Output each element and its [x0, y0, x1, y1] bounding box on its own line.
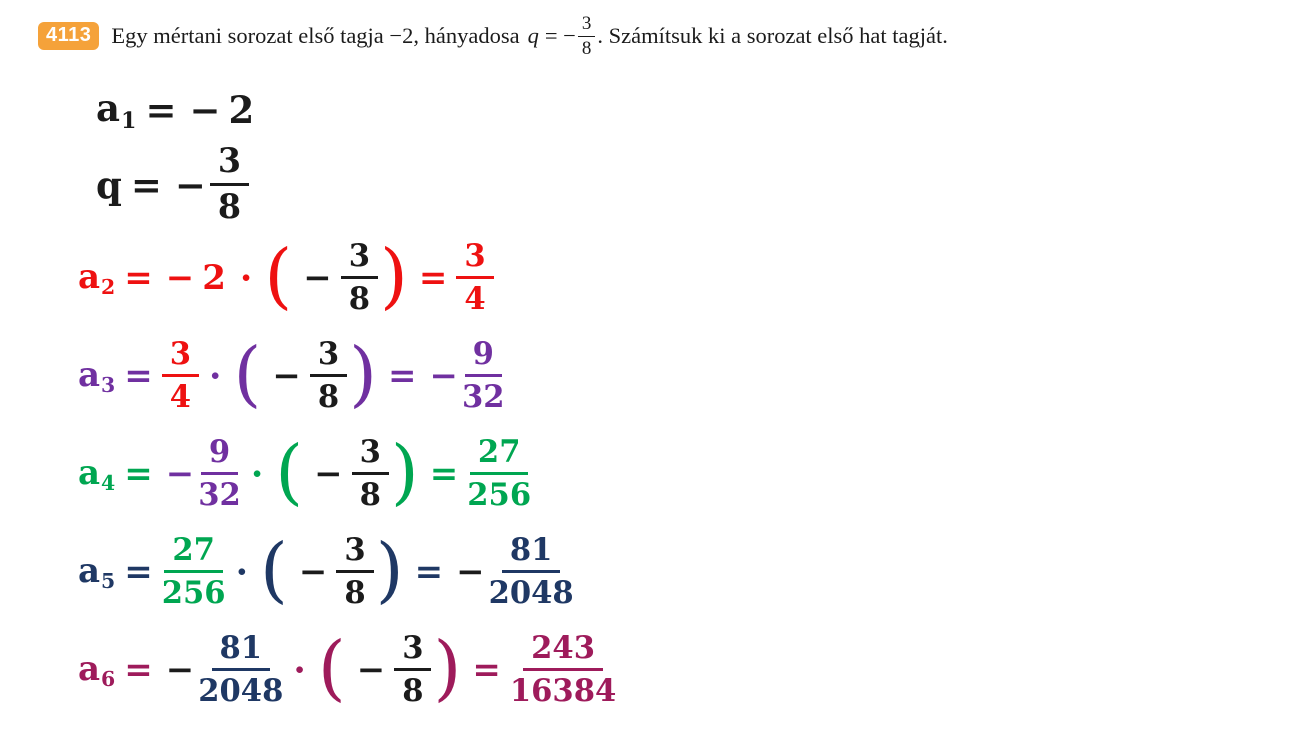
equals-sign: =: [124, 551, 153, 592]
fraction-denominator: 256: [467, 477, 532, 514]
equals-sign: =: [124, 649, 153, 690]
fraction-numerator: 243: [523, 632, 603, 671]
fraction-numerator: 3: [456, 240, 493, 279]
term-subscript: 5: [101, 568, 116, 593]
ratio-fraction-inline: [578, 14, 596, 59]
previous-term-fraction: [162, 336, 199, 416]
minus-sign: −: [165, 649, 195, 690]
multiplication-dot: ·: [250, 452, 264, 495]
minus-sign: −: [165, 257, 195, 298]
result-fraction: [509, 630, 617, 710]
minus-sign: −: [303, 257, 332, 298]
term-symbol: q: [96, 162, 122, 207]
equals-sign: =: [387, 355, 417, 396]
term-subscript: 6: [101, 666, 116, 691]
equation-a3: $a_3$ = $\frac{3}{4}$ · ( − $\frac{3}{8}$ ) = − $\frac{9}{32}$: [78, 331, 505, 416]
equals-sign: =: [130, 162, 162, 207]
fraction-denominator: 4: [464, 281, 486, 318]
given-line-a1: [38, 79, 1310, 141]
given-line-q: [38, 141, 1310, 229]
given-values: [38, 79, 1310, 229]
fraction-numerator: 3: [578, 14, 596, 37]
ratio-fraction: [394, 630, 431, 710]
fraction-denominator: 256: [161, 575, 226, 612]
fraction-numerator: 3: [336, 534, 373, 573]
problem-text-after: . Számítsuk ki a sorozat első hat tagját.: [597, 23, 948, 49]
ratio-fraction: [341, 238, 378, 318]
term-subscript: 2: [101, 274, 116, 299]
fraction-numerator: 27: [164, 534, 223, 573]
fraction-numerator: 3: [394, 632, 431, 671]
fraction-denominator: 8: [344, 575, 366, 612]
minus-sign: −: [165, 453, 195, 494]
fraction-numerator: 3: [352, 436, 389, 475]
equals-sign: =: [145, 87, 177, 132]
given-fraction: [210, 141, 249, 227]
fraction-denominator: 32: [461, 379, 505, 416]
equals-sign: =: [429, 453, 459, 494]
term-subscript: 1: [120, 107, 137, 134]
minus-sign: −: [272, 355, 301, 396]
given-value: 2: [228, 87, 255, 132]
problem-text: [111, 14, 948, 59]
equation-a5: $a_5$ = $\frac{27}{256}$ · ( − $\frac{3}{8}$ ) = − $\frac{81}{2048}$: [78, 527, 574, 612]
multiplication-dot: ·: [239, 256, 253, 299]
fraction-numerator: 81: [502, 534, 561, 573]
equals-sign: =: [124, 257, 153, 298]
minus-sign: −: [356, 649, 386, 690]
term-symbol: $a_1$: [96, 86, 137, 134]
fraction-denominator: 8: [217, 187, 242, 227]
equals-sign: =: [124, 453, 153, 494]
problem-number-badge: 4113: [38, 22, 99, 50]
term-symbol: $a_3$: [78, 354, 116, 397]
multiplication-dot: ·: [209, 354, 222, 397]
minus-sign: −: [456, 551, 485, 592]
previous-term-fraction: [161, 532, 226, 612]
ratio-fraction: [310, 336, 347, 416]
term-symbol: $a_6$: [78, 648, 116, 691]
fraction-numerator: 3: [341, 240, 378, 279]
previous-term-fraction: [198, 630, 284, 710]
fraction-denominator: 8: [317, 379, 340, 416]
fraction-numerator: 9: [465, 338, 502, 377]
fraction-denominator: 8: [348, 281, 370, 318]
ratio-variable: q: [527, 23, 539, 49]
fraction-denominator: 4: [169, 379, 192, 416]
problem-text-before: Egy mértani sorozat első tagja −2, hányadosa: [111, 23, 520, 49]
equals-sign: =: [418, 257, 448, 298]
previous-term-value: 2: [202, 257, 226, 298]
fraction-denominator: 2048: [488, 575, 574, 612]
fraction-denominator: 2048: [198, 673, 284, 710]
minus-sign: −: [174, 162, 206, 207]
minus-sign: −: [189, 87, 221, 132]
term-symbol: $a_2$: [78, 256, 116, 299]
term-subscript: 4: [101, 470, 116, 495]
equals-sign: =: [472, 649, 501, 690]
equation-a4: $a_4$ = − $\frac{9}{32}$ · ( − $\frac{3}{8}$ ) = $\frac{27}{256}$: [78, 429, 532, 514]
fraction-numerator: 9: [201, 436, 238, 475]
equals-sign: =: [124, 355, 153, 396]
ratio-equals-minus: = −: [544, 23, 576, 49]
term-symbol: $a_4$: [78, 452, 116, 495]
solution-equations: [38, 229, 1310, 719]
multiplication-dot: ·: [235, 550, 249, 593]
ratio-fraction: [336, 532, 373, 612]
term-symbol: $a_5$: [78, 550, 116, 593]
result-fraction: [456, 238, 493, 318]
solution-work: [38, 79, 1310, 719]
result-fraction: [461, 336, 505, 416]
result-fraction: [467, 434, 532, 514]
fraction-numerator: 81: [212, 632, 271, 671]
minus-sign: −: [429, 355, 458, 396]
term-subscript: 3: [101, 372, 116, 397]
fraction-denominator: 16384: [509, 673, 617, 710]
problem-statement: [38, 14, 1310, 59]
fraction-denominator: 8: [581, 37, 592, 59]
fraction-numerator: 3: [310, 338, 347, 377]
fraction-numerator: 3: [210, 144, 249, 186]
fraction-denominator: 8: [359, 477, 381, 514]
equation-a2: $a_2$ = − 2 · ( − $\frac{3}{8}$ ) = $\frac{3}{4}$: [38, 229, 1310, 327]
minus-sign: −: [314, 453, 343, 494]
previous-term-fraction: [198, 434, 241, 514]
result-fraction: [488, 532, 574, 612]
fraction-denominator: 8: [402, 673, 424, 710]
multiplication-dot: ·: [293, 648, 306, 691]
ratio-fraction: [352, 434, 389, 514]
equation-a6: $a_6$ = − $\frac{81}{2048}$ · ( − $\frac{3}{8}$ ) = $\frac{243}{16384}$: [78, 625, 617, 710]
minus-sign: −: [298, 551, 328, 592]
fraction-numerator: 27: [470, 436, 529, 475]
fraction-denominator: 32: [198, 477, 241, 514]
equals-sign: =: [414, 551, 444, 592]
fraction-numerator: 3: [162, 338, 199, 377]
